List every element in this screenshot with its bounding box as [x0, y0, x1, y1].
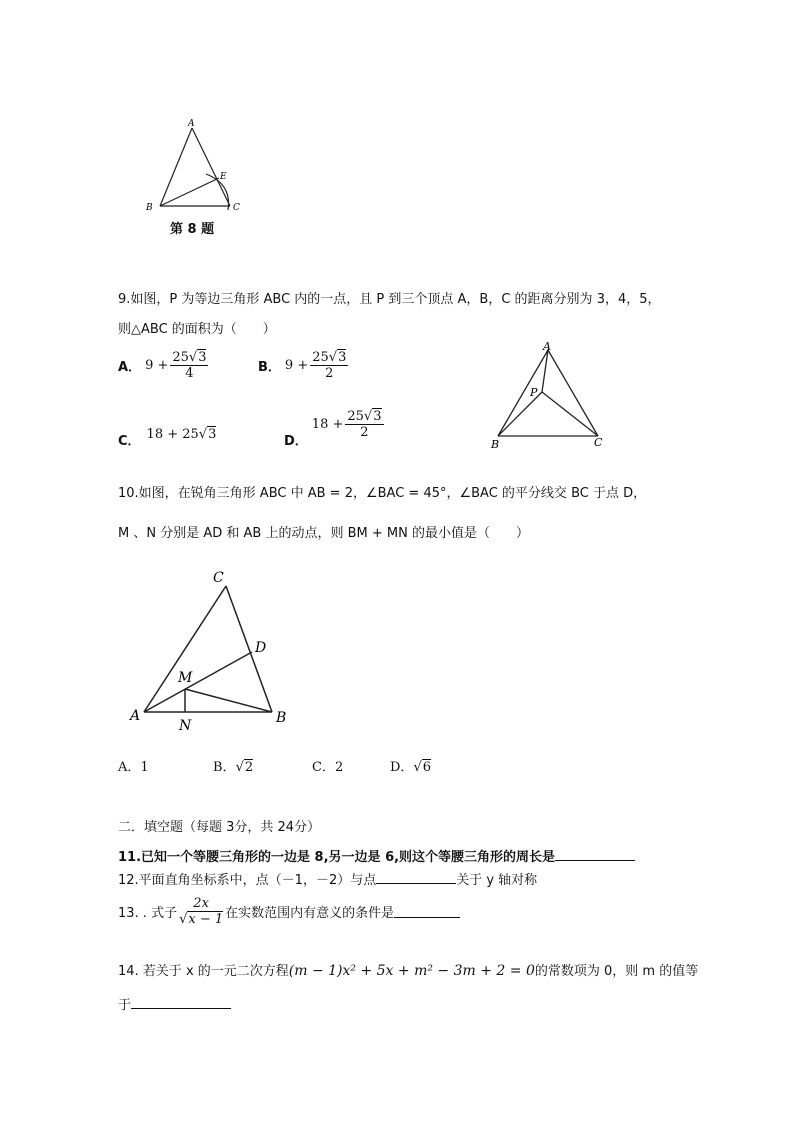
- q9-line1: 9.如图，P 为等边三角形 ABC 内的一点，且 P 到三个顶点 A，B，C 的距离分别为 3，4，5，: [118, 292, 661, 307]
- fig8-label-a: A: [188, 119, 195, 129]
- q9-option-d-den: 2: [360, 425, 369, 440]
- q13-fraction: $\frac{2x}{√x - 1}$: [179, 896, 224, 927]
- q10-option-a-label: A．: [118, 760, 141, 775]
- q13-prefix: 13. . 式子: [118, 906, 178, 921]
- q12-after: 关于 y 轴对称: [456, 873, 538, 888]
- q9-option-a[interactable]: [118, 350, 210, 381]
- q9-option-d[interactable]: [284, 400, 386, 449]
- fig8-label-b: B: [146, 203, 153, 213]
- section2-heading: 二．填空题（每题 3分，共 24分）: [118, 820, 321, 835]
- q9-option-d-label: D．: [284, 434, 308, 449]
- q9-option-c-expr: 18 + 25: [146, 427, 199, 442]
- q12-before: 12.平面直角坐标系中，点（－1，－2）与点: [118, 873, 377, 888]
- q9-option-b-whole: 9 +: [284, 358, 309, 373]
- q9-option-c-rad: 3: [208, 427, 217, 442]
- q10-option-c-value: 2: [334, 760, 344, 775]
- q14-answer-blank[interactable]: [131, 996, 231, 1009]
- q9-option-c[interactable]: C． 18 + 25 √3: [118, 427, 217, 449]
- q11-answer-blank[interactable]: [555, 848, 635, 861]
- q9-option-a-label: A．: [118, 360, 142, 375]
- fig10-label-m: M: [178, 670, 193, 686]
- fig8-caption: 第 8 题: [170, 222, 215, 237]
- q12-answer-blank[interactable]: [376, 871, 456, 884]
- q9-option-d-num: 25: [347, 409, 364, 424]
- q10-option-d-rad: 6: [422, 760, 432, 775]
- fig9-label-p: P: [530, 386, 538, 399]
- q9-option-b-num: 25: [312, 350, 329, 365]
- q13-answer-blank[interactable]: [394, 905, 460, 918]
- figure-10: [126, 566, 296, 736]
- fig10-label-d: D: [255, 640, 267, 656]
- q9-option-a-fraction: $\frac{25√3}{4}$: [172, 350, 207, 381]
- q11: [118, 846, 635, 865]
- q13-num: 2x: [193, 896, 209, 911]
- q9-option-b[interactable]: [258, 350, 350, 381]
- q9-option-b-label: B．: [258, 360, 281, 375]
- q9-option-b-rad: 3: [338, 350, 347, 365]
- q9-option-d-rad: 3: [373, 409, 382, 424]
- q9-option-a-whole: 9 +: [145, 358, 169, 373]
- fig9-label-c: C: [594, 436, 603, 449]
- figure-8: [140, 118, 250, 218]
- fig10-label-b: B: [276, 710, 287, 726]
- q13-den: x − 1: [188, 912, 224, 927]
- figure-9: [486, 340, 610, 452]
- q9-option-a-den: 4: [185, 366, 194, 381]
- q12: [118, 869, 537, 888]
- q11-text: 11.已知一个等腰三角形的一边是 8,另一边是 6,则这个等腰三角形的周长是: [118, 850, 556, 865]
- fig10-label-a: A: [130, 708, 141, 724]
- q9-option-b-den: 2: [325, 366, 334, 381]
- q9-line2: 则△ABC 的面积为（ ）: [118, 322, 276, 337]
- q10-option-b-label: B．: [213, 760, 236, 775]
- fig9-label-b: B: [491, 438, 500, 451]
- q10-line2: M 、N 分别是 AD 和 AB 上的动点，则 BM + MN 的最小值是（ ）: [118, 526, 529, 541]
- fig10-label-c: C: [213, 570, 224, 586]
- q10-option-d[interactable]: D．√6: [390, 760, 432, 775]
- q14-equation: (m − 1)x² + 5x + m² − 3m + 2 = 0: [288, 963, 535, 979]
- q14-line2: [118, 994, 231, 1013]
- q10-option-b[interactable]: B．√2: [213, 760, 254, 775]
- q10-option-b-rad: 2: [244, 760, 254, 775]
- fig9-label-a: A: [543, 340, 551, 353]
- q14: [118, 960, 698, 979]
- q9-option-a-num: 25: [172, 350, 189, 365]
- q13: [118, 896, 460, 927]
- q14-line1-after: 的常数项为 0，则 m 的值等: [534, 964, 699, 979]
- q10-option-c[interactable]: [312, 756, 343, 775]
- q9-option-a-rad: 3: [198, 350, 207, 365]
- q9-option-b-fraction: $\frac{25√3}{2}$: [312, 350, 347, 381]
- fig10-label-n: N: [179, 718, 192, 734]
- q13-suffix: 在实数范围内有意义的条件是: [225, 906, 395, 921]
- q10-line1: 10.如图，在锐角三角形 ABC 中 AB = 2，∠BAC = 45°，∠BAC 的平分线交 BC 于点 D，: [118, 486, 647, 501]
- q10-option-d-label: D．: [390, 760, 414, 775]
- q9-option-d-fraction: $\frac{25√3}{2}$: [347, 409, 382, 440]
- q10-option-c-label: C．: [312, 760, 335, 775]
- fig8-label-c: C: [233, 203, 240, 213]
- q9-option-c-label: C．: [118, 434, 141, 449]
- q14-line1-before: 14. 若关于 x 的一元二次方程: [118, 964, 289, 979]
- q10-option-a-value: 1: [140, 760, 149, 775]
- q14-line2-text: 于: [118, 998, 132, 1013]
- q10-option-a[interactable]: [118, 756, 149, 775]
- q9-option-d-whole: 18 +: [311, 417, 344, 432]
- fig8-label-e: E: [220, 172, 227, 182]
